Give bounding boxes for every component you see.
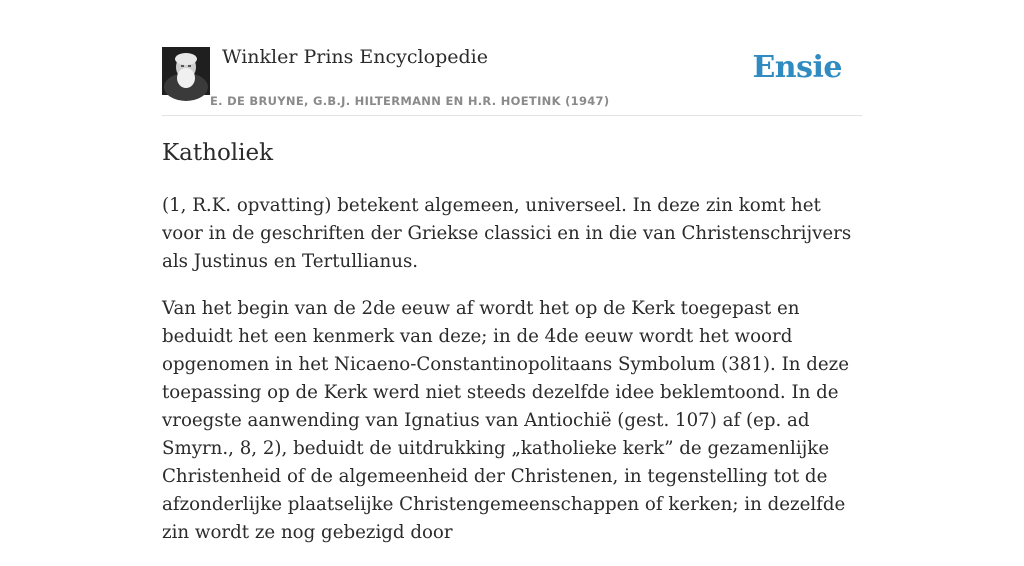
author-avatar-icon[interactable] [162, 47, 210, 95]
article-paragraph: Van het begin van de 2de eeuw af wordt het op de Kerk toegepast en beduidt het een kenmerk van deze; in de 4de eeuw wordt het woord opgenomen in het Nicaeno-Constantinopolitaans Symbolum (381). In deze toepassing op de Kerk werd niet steeds dezelfde idee beklemtoond. In de vroegste aanwending van Ignatius van Antiochië (gest. 107) af (ep. ad Smyrn., 8, 2), beduidt de uitdrukking „katholieke kerk” de gezamenlijke Christenheid of de algemeenheid der Christenen, in tegenstelling tot de afzonderlijke plaatselijke Christengemeenschappen of kerken; in dezelfde zin wordt ze nog gebezigd door [162, 298, 850, 543]
site-title[interactable]: Winkler Prins Encyclopedie [222, 46, 488, 68]
site-header [162, 40, 862, 116]
article-body [162, 192, 862, 566]
article-title: Katholiek [162, 140, 274, 166]
bearded-man-portrait-icon [162, 47, 210, 95]
brand-logo[interactable]: Ensie [752, 50, 842, 85]
article-paragraph: (1, R.K. opvatting) betekent algemeen, universeel. In deze zin komt het voor in de geschriften der Griekse classici en in die van Christenschrijvers als Justinus en Tertullianus. [162, 195, 852, 272]
authors-byline: E. DE BRUYNE, G.B.J. HILTERMANN EN H.R. HOETINK (1947) [210, 94, 610, 108]
